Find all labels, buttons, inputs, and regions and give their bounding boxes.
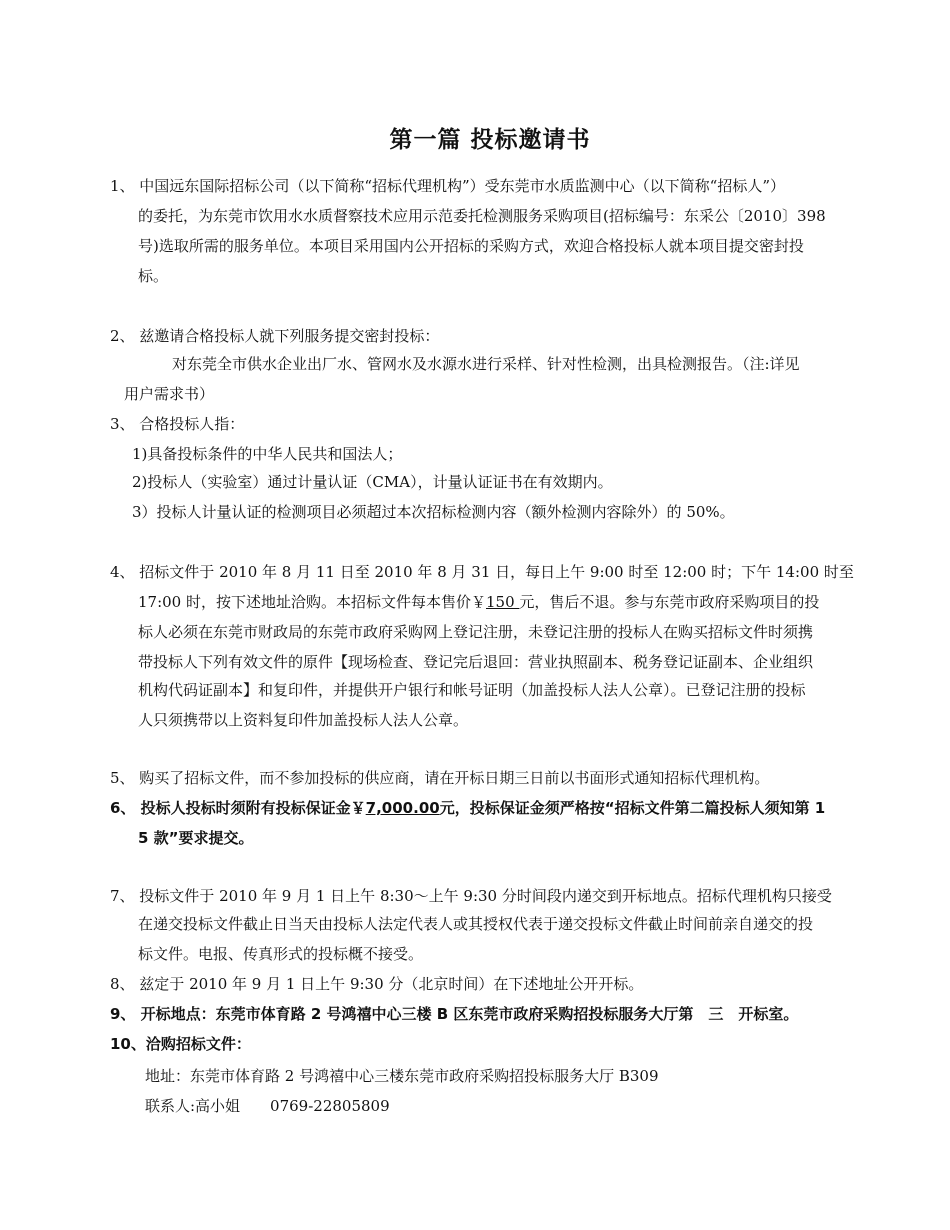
item-1-line-4: 标。 [138,267,169,285]
item-6-line-1 [110,798,825,818]
item-6-line-1-text-b: 元，投标保证金须严格按“招标文件第二篇投标人须知第 1 [439,799,826,817]
item-4-line-6: 人只须携带以上资料复印件加盖投标人法人公章。 [138,711,469,729]
item-4-line-3: 标人必须在东莞市财政局的东莞市政府采购网上登记注册，未登记注册的投标人在购买招标文件时须携 [138,623,814,641]
item-4-line-2-text-b: 元，售后不退。参与东莞市政府采购项目的投 [519,593,820,611]
purchase-address: 地址：东莞市体育路 2 号鸿禧中心三楼东莞市政府采购招投标服务大厅 B309 [145,1067,659,1085]
item-7-line-1: 7、 投标文件于 2010 年 9 月 1 日上午 8:30～上午 9:30 分时间段内递交到开标地点。招标代理机构只接受 [110,887,832,905]
item-3-line-4: 3）投标人计量认证的检测项目必须超过本次招标检测内容（额外检测内容除外）的 50%。 [132,503,735,521]
item-1-line-2: 的委托，为东莞市饮用水水质督察技术应用示范委托检测服务采购项目(招标编号：东采公〔2010〕398 [138,207,826,225]
item-4-line-1: 4、 招标文件于 2010 年 8 月 11 日至 2010 年 8 月 31 日，每日上午 9:00 时至 12:00 时；下午 14:00 时至 [110,563,854,581]
item-3-line-2: 1)具备投标条件的中华人民共和国法人； [132,445,403,463]
item-2-line-3: 用户需求书） [124,385,215,403]
item-4-line-2 [138,592,819,612]
item-7-line-2: 在递交投标文件截止日当天由投标人法定代表人或其授权代表于递交投标文件截止时间前亲自递交的投 [138,915,814,933]
item-4-line-4: 带投标人下列有效文件的原件【现场检查、登记完后退回：营业执照副本、税务登记证副本、企业组织 [138,653,814,671]
page-title: 第一篇 投标邀请书 [389,127,591,153]
item-7-line-3: 标文件。电报、传真形式的投标概不接受。 [138,945,424,963]
item-9-line-1: 9、 开标地点：东莞市体育路 2 号鸿禧中心三楼 B 区东莞市政府采购招投标服务大厅第 三 开标室。 [110,1005,799,1023]
bid-bond-amount: 7,000.00 [365,799,440,817]
item-4-line-2-text-a: 17:00 时，按下述地址洽购。本招标文件每本售价￥ [138,593,486,611]
item-5-line-1: 5、 购买了招标文件，而不参加投标的供应商，请在开标日期三日前以书面形式通知招标代理机构。 [110,769,770,787]
item-1-line-1: 1、 中国远东国际招标公司（以下简称“招标代理机构”）受东莞市水质监测中心（以下简称“招标人”） [110,177,785,195]
item-3-line-1: 3、 合格投标人指： [110,415,245,433]
purchase-contact: 联系人:高小姐 0769-22805809 [145,1097,390,1115]
item-6-line-1-text-a: 6、 投标人投标时须附有投标保证金￥ [110,799,366,817]
item-3-line-3: 2)投标人（实验室）通过计量认证（CMA），计量认证证书在有效期内。 [132,473,613,491]
item-4-line-5: 机构代码证副本】和复印件，并提供开户银行和帐号证明（加盖投标人法人公章）。已登记注册的投标 [138,681,806,699]
item-1-line-3: 号)选取所需的服务单位。本项目采用国内公开招标的采购方式，欢迎合格投标人就本项目提交密封投 [138,237,804,255]
item-2-line-2: 对东莞全市供水企业出厂水、管网水及水源水进行采样、针对性检测，出具检测报告。（注:详见 [172,355,800,373]
item-8-line-1: 8、 兹定于 2010 年 9 月 1 日上午 9:30 分（北京时间）在下述地址公开开标。 [110,975,644,993]
item-10-heading: 10、洽购招标文件： [110,1035,251,1053]
item-6-line-2: 5 款”要求提交。 [138,829,254,847]
item-2-line-1: 2、 兹邀请合格投标人就下列服务提交密封投标： [110,327,440,345]
document-price: 150 [486,593,520,611]
